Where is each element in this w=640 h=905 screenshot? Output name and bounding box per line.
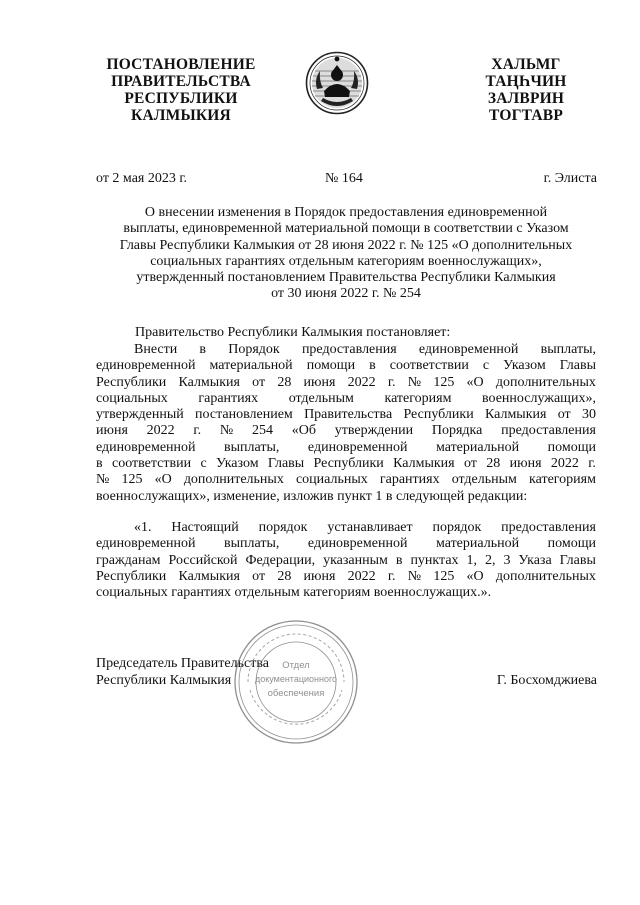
intro-text: Правительство Республики Калмыкия постановляет:: [135, 325, 451, 340]
paragraph-line: социальных гарантиях отдельным категориям военнослужащих.».: [96, 585, 492, 601]
paragraph-line: № 125 «О дополнительных социальных гарантиях отдельным категориям: [96, 472, 596, 488]
paragraph-line: утвержденный постановлением Правительства Республики Калмыкия от 30: [96, 407, 596, 423]
header-left-line: ПОСТАНОВЛЕНИЕ: [106, 56, 256, 73]
document-title: [96, 205, 596, 303]
title-line: Главы Республики Калмыкия от 28 июня 2022 г. № 125 «О дополнительных: [119, 237, 573, 253]
paragraph-line: «1. Настоящий порядок устанавливает порядок предоставления: [134, 520, 596, 535]
title-line: выплаты, единовременной материальной помощи в соответствии с Указом: [123, 221, 569, 237]
header-left-line: КАЛМЫКИЯ: [131, 107, 231, 124]
header-left-line: ПРАВИТЕЛЬСТВА: [111, 73, 251, 90]
header-left-line: РЕСПУБЛИКИ: [124, 90, 238, 107]
title-line: от 30 июня 2022 г. № 254: [271, 286, 421, 302]
stamp-line: обеспечения: [267, 688, 325, 699]
paragraph-line: Республики Калмыкия от 28 июня 2022 г. № 125 «О дополнительных: [96, 568, 596, 584]
paragraph-line: июня 2022 г. № 254 «Об утверждении Порядка предоставления: [96, 423, 596, 439]
header-left: [96, 56, 266, 124]
paragraph-line: социальных гарантиях отдельным категориям военнослужащих»,: [96, 390, 596, 406]
title-line: социальных гарантиях отдельным категориям военнослужащих»,: [150, 253, 542, 269]
document-date: от 2 мая 2023 г.: [96, 171, 188, 186]
header-right-line: ТАҢҺЧИН: [485, 73, 567, 90]
title-line: О внесении изменения в Порядок предоставления единовременной: [144, 205, 548, 220]
paragraph-line: Республики Калмыкия от 28 июня 2022 г. № 125 «О дополнительных: [96, 374, 596, 390]
paragraph-line: единовременной выплаты, единовременной материальной помощи: [96, 439, 596, 455]
paragraph-line: гражданам Российской Федерации, указанным в пунктах 1, 2, 3 Указа Главы: [96, 552, 596, 568]
coat-of-arms-icon: [305, 51, 369, 115]
paragraph-line: военнослужащих», изменение, изложив пункт 1 в следующей редакции:: [96, 488, 528, 504]
signature-position-line: Председатель Правительства: [96, 656, 269, 671]
paragraph-line: единовременной материальной помощи в соответствии с Указом Главы: [96, 358, 596, 374]
paragraph-line: единовременной выплаты, единовременной материальной помощи: [96, 536, 596, 552]
paragraph-line: Внести в Порядок предоставления единовременной выплаты,: [134, 342, 596, 357]
round-seal-icon: [232, 618, 360, 746]
title-line: утвержденный постановлением Правительства Республики Калмыкия: [136, 270, 556, 286]
header-right-line: ЗАЛВРИН: [487, 90, 565, 107]
stamp-line: документационного: [254, 674, 338, 684]
document-number: № 164: [325, 171, 363, 186]
header-right: [456, 56, 596, 124]
paragraph-line: в соответствии с Указом Главы Республики Калмыкия от 28 июня 2022 г.: [96, 456, 596, 472]
signature-name: Г. Босхомджиева: [496, 673, 597, 688]
header-right-line: ХАЛЬМГ: [491, 56, 561, 73]
paragraph-new-text: [96, 520, 596, 601]
paragraph-amendment: [96, 342, 596, 505]
header-right-line: ТОГТАВР: [488, 107, 564, 124]
stamp-line: Отдел: [282, 660, 310, 671]
document-city: г. Элиста: [543, 171, 597, 186]
signature-position-line: Республики Калмыкия: [96, 672, 232, 688]
